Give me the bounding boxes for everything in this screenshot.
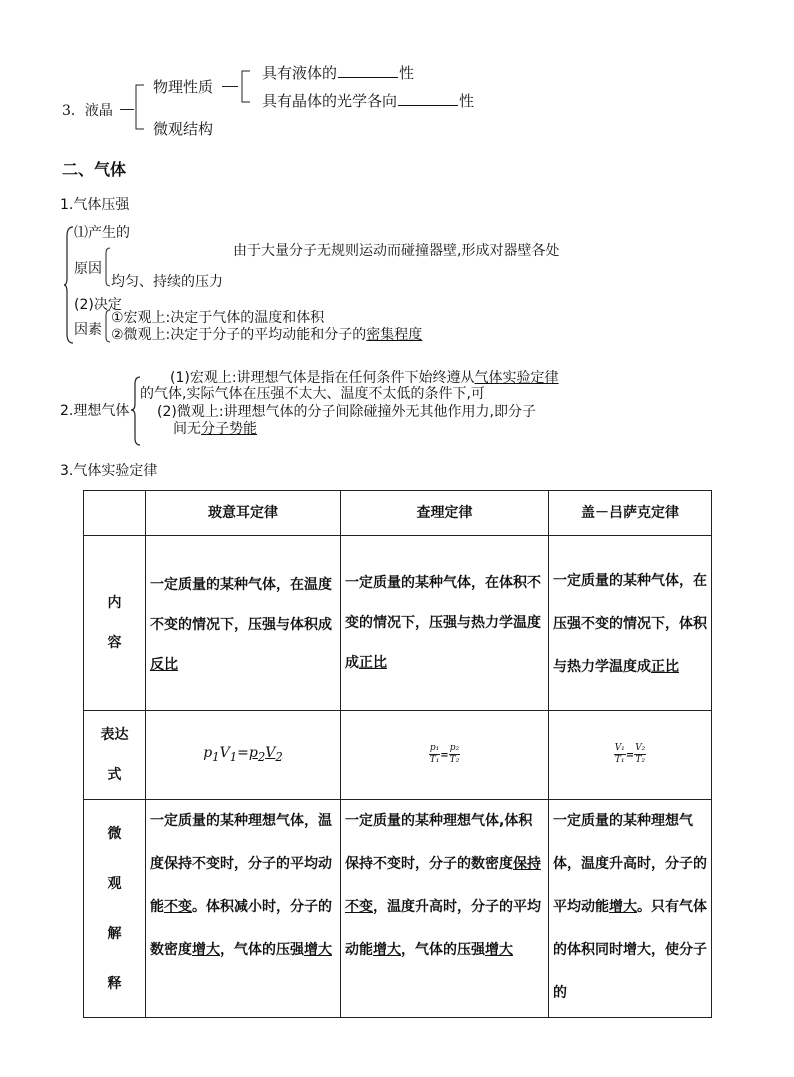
- charles-content: 一定质量的某种气体，在体积不变的情况下，压强与热力学温度成正比: [341, 536, 549, 711]
- laws-title: 3.气体实验定律: [60, 463, 158, 479]
- boyle-formula: $p_1V_1=p_2V_2$: [146, 711, 341, 800]
- header-boyle: 玻意耳定律: [146, 491, 341, 536]
- header-empty: [84, 491, 146, 536]
- section-title-gas: 二、气体: [62, 160, 127, 179]
- ideal-micro-line3: (2)微观上:讲理想气体的分子间除碰撞外无其他作用力,即分子: [157, 404, 536, 420]
- table-row-micro: [84, 800, 712, 1018]
- cause-text-1: 由于大量分子无规则运动而碰撞器壁,形成对器壁各处: [233, 243, 560, 259]
- ideal-gas-label: 2.理想气体: [60, 403, 130, 419]
- determinant-label-a: (2)决定: [74, 297, 122, 313]
- table-row-content: [84, 536, 712, 711]
- table-header-row: [84, 491, 712, 536]
- cause-text-2: 均匀、持续的压力: [111, 274, 223, 290]
- macro-determinant: ①宏观上:决定于气体的温度和体积: [111, 310, 325, 326]
- liquid-flow-item: 具有液体的 性: [262, 64, 415, 82]
- liquid-crystal-bracket: [134, 84, 146, 130]
- optical-anisotropy-item: 具有晶体的光学各向 性: [262, 92, 475, 110]
- header-gay-lussac: 盖－吕萨克定律: [549, 491, 712, 536]
- gas-laws-table: [83, 490, 712, 1018]
- boyle-micro: 一定质量的某种理想气体，温度保持不变时，分子的平均动能不变。体积减小时，分子的数密度增大，气体的压强增大: [146, 800, 341, 1018]
- row-label-micro: 微 观 解 释: [84, 800, 146, 1018]
- row-label-formula: 表达 式: [84, 711, 146, 800]
- gay-lussac-micro: 一定质量的某种理想气体，温度升高时，分子的平均动能增大。只有气体的体积同时增大，使分子的: [549, 800, 712, 1018]
- ideal-micro-line4: 间无分子势能: [173, 421, 257, 437]
- ideal-macro-line1: (1)宏观上:讲理想气体是指在任何条件下始终遵从气体实验定律: [170, 370, 559, 386]
- pressure-brace: [64, 226, 74, 344]
- determinant-label-b: 因素: [74, 322, 102, 338]
- gay-lussac-formula: $\frac{\text{V₁}}{\text{T₁}}$ = $\frac{\text{V₂}}{\text{T₂}}$: [549, 711, 712, 800]
- micro-determinant: ②微观上:决定于分子的平均动能和分子的密集程度: [111, 327, 423, 343]
- boyle-content: 一定质量的某种气体，在温度不变的情况下，压强与体积成反比: [146, 536, 341, 711]
- charles-formula: $\frac{\text{p₁}}{\text{T₁}}$ = $\frac{\text{p₂}}{\text{T₂}}$: [341, 711, 549, 800]
- charles-micro: 一定质量的某种理想气体,体积保持不变时，分子的数密度保持不变，温度升高时，分子的平均动能增大，气体的压强增大: [341, 800, 549, 1018]
- pressure-title: 1.气体压强: [60, 197, 130, 213]
- blank-1[interactable]: [338, 76, 398, 78]
- blank-2[interactable]: [398, 104, 458, 106]
- determinant-bracket: [103, 309, 111, 343]
- row-label-content: 内 容: [84, 536, 146, 711]
- gay-lussac-content: 一定质量的某种气体，在压强不变的情况下，体积与热力学温度成正比: [549, 536, 712, 711]
- micro-structure-label: 微观结构: [153, 120, 214, 138]
- liquid-crystal-label: 3．液晶: [62, 103, 113, 119]
- cause-label-a: ⑴产生的: [74, 225, 130, 241]
- physical-properties-bracket: [240, 70, 252, 104]
- header-charles: 查理定律: [341, 491, 549, 536]
- table-row-formula: [84, 711, 712, 800]
- ideal-macro-line2: 的气体,实际气体在压强不太大、温度不太低的条件下,可: [140, 386, 485, 402]
- cause-bracket: [103, 247, 111, 287]
- physical-properties-label: 物理性质: [153, 78, 214, 96]
- cause-label-b: 原因: [74, 261, 102, 277]
